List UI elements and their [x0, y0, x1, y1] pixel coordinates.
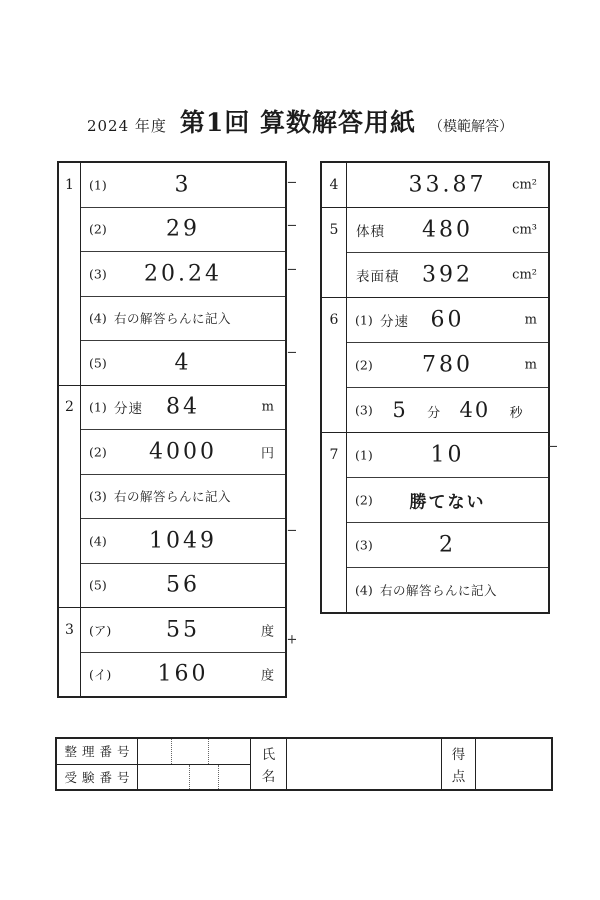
answer-value: 480 — [422, 217, 473, 243]
problem-number: 5 — [322, 208, 347, 297]
answer-value: 4 — [174, 350, 192, 376]
answer-label: (4) — [89, 533, 107, 549]
grading-tick: − — [286, 523, 298, 539]
answer-row — [81, 652, 285, 697]
problem-7 — [322, 432, 548, 612]
unit-label: m — [524, 357, 537, 373]
answer-label: 体積 — [356, 224, 385, 240]
answer-row — [81, 207, 285, 252]
answer-prefix: 分速 — [380, 314, 409, 330]
answer-table-left — [57, 161, 287, 698]
answer-row — [81, 474, 285, 519]
problem-4 — [322, 163, 548, 207]
answer-label: (1) — [355, 312, 373, 328]
answer-value: 10 — [430, 442, 465, 468]
number-cell — [172, 739, 209, 764]
answer-value: 29 — [166, 216, 200, 242]
answer-value: 5 — [392, 398, 408, 422]
name-field — [286, 739, 441, 789]
answer-row — [347, 477, 548, 522]
unit-label: cm² — [512, 177, 537, 193]
sheet-header — [0, 103, 600, 139]
name-label: 氏 名 — [250, 739, 286, 789]
answer-label: (ア) — [89, 622, 112, 638]
answer-value: 56 — [166, 572, 200, 598]
problem-number: 2 — [59, 386, 81, 608]
answer-table-right — [320, 161, 550, 614]
score-label: 得 点 — [441, 739, 475, 789]
unit-label: 秒 — [509, 406, 523, 421]
answer-value: 780 — [422, 352, 473, 378]
answer-label: (2) — [89, 221, 107, 237]
answer-value: 3 — [174, 172, 192, 198]
answer-label: (3) — [355, 537, 373, 553]
answer-value: 1049 — [149, 528, 217, 554]
answer-value: 84 — [166, 394, 200, 420]
answer-label: (2) — [355, 357, 373, 373]
problem-1 — [59, 163, 285, 385]
unit-label: 分 — [427, 406, 441, 421]
answer-row — [81, 251, 285, 296]
answer-value: 55 — [166, 617, 200, 643]
answer-row — [81, 518, 285, 563]
answer-label: (3) — [355, 402, 373, 418]
answer-row — [81, 608, 285, 652]
answer-row — [347, 163, 548, 207]
model-answer-note: （模範解答） — [429, 119, 514, 135]
answer-value: 20.24 — [144, 261, 222, 287]
answer-prefix: 分速 — [114, 401, 143, 418]
number-cell — [209, 739, 250, 764]
answer-label: (3) — [89, 266, 107, 282]
answer-row — [347, 387, 548, 432]
grading-tick: − — [547, 439, 559, 455]
sorting-number-label: 整理番号 — [57, 739, 137, 765]
answer-value: 33.87 — [408, 172, 487, 198]
sorting-number-cells — [138, 739, 250, 765]
answer-label: (1) — [89, 399, 107, 415]
answer-value: 2 — [439, 532, 456, 558]
problem-6 — [322, 297, 548, 432]
answer-value: 160 — [157, 661, 209, 687]
sheet-title: 第1回 算数解答用紙 — [179, 108, 417, 137]
number-cell — [138, 765, 190, 790]
answer-label: (1) — [355, 447, 373, 463]
number-cell — [219, 765, 250, 790]
answer-label: (4) — [355, 582, 373, 598]
unit-label: 度 — [260, 624, 274, 640]
answer-label: (3) — [89, 488, 107, 504]
answer-label: (5) — [89, 577, 107, 593]
problem-number: 6 — [322, 298, 347, 432]
answer-value: 392 — [422, 262, 473, 288]
answer-label: (4) — [89, 310, 107, 326]
answer-row — [347, 298, 548, 342]
answer-value: 4000 — [149, 439, 217, 465]
instruction-note: 右の解答らんに記入 — [114, 489, 232, 505]
problem-number: 7 — [322, 433, 347, 612]
problem-number: 4 — [322, 163, 347, 207]
answer-row — [81, 163, 285, 207]
compound-answer — [373, 398, 542, 422]
grading-tick: + — [286, 632, 298, 648]
answer-label: (イ) — [89, 667, 112, 683]
answer-label: (1) — [89, 177, 107, 193]
problem-number: 1 — [59, 163, 81, 385]
number-cell — [138, 739, 172, 764]
unit-label: 度 — [260, 668, 274, 684]
answer-label: (5) — [89, 355, 107, 371]
answer-row — [347, 522, 548, 567]
answer-value: 60 — [430, 307, 465, 333]
answer-value: 勝てない — [409, 492, 486, 513]
unit-label: 円 — [260, 446, 274, 462]
grading-tick: − — [286, 345, 298, 361]
grading-tick: − — [286, 218, 298, 234]
instruction-note: 右の解答らんに記入 — [114, 311, 232, 327]
grading-tick: − — [286, 262, 298, 278]
answer-label: 表面積 — [356, 269, 400, 285]
answer-row — [81, 340, 285, 385]
answer-label: (2) — [355, 492, 373, 508]
problem-5 — [322, 207, 548, 297]
id-digits-column — [137, 739, 250, 789]
id-labels-column — [57, 739, 137, 789]
answer-row — [81, 296, 285, 341]
answer-row — [81, 429, 285, 474]
answer-row — [347, 567, 548, 612]
answer-row — [347, 208, 548, 252]
instruction-note: 右の解答らんに記入 — [380, 583, 498, 598]
examinee-number-label: 受験番号 — [64, 769, 135, 785]
answer-row — [347, 252, 548, 297]
score-field — [475, 739, 551, 789]
unit-label: cm³ — [512, 222, 537, 238]
problem-3 — [59, 607, 285, 696]
grading-tick: − — [286, 175, 298, 191]
examinee-number-cells — [138, 765, 250, 790]
problem-2 — [59, 385, 285, 608]
answer-row — [81, 563, 285, 608]
answer-value: 40 — [459, 398, 491, 422]
answer-row — [81, 386, 285, 430]
number-cell — [190, 765, 219, 790]
answer-label: (2) — [89, 444, 107, 460]
problem-number: 3 — [59, 608, 81, 696]
year-label: 2024 年度 — [86, 117, 167, 135]
unit-label: m — [524, 312, 537, 328]
unit-label: cm² — [512, 267, 537, 283]
examinee-info-table — [55, 737, 553, 791]
unit-label: m — [261, 399, 274, 415]
answer-row — [347, 433, 548, 477]
answer-row — [347, 342, 548, 387]
